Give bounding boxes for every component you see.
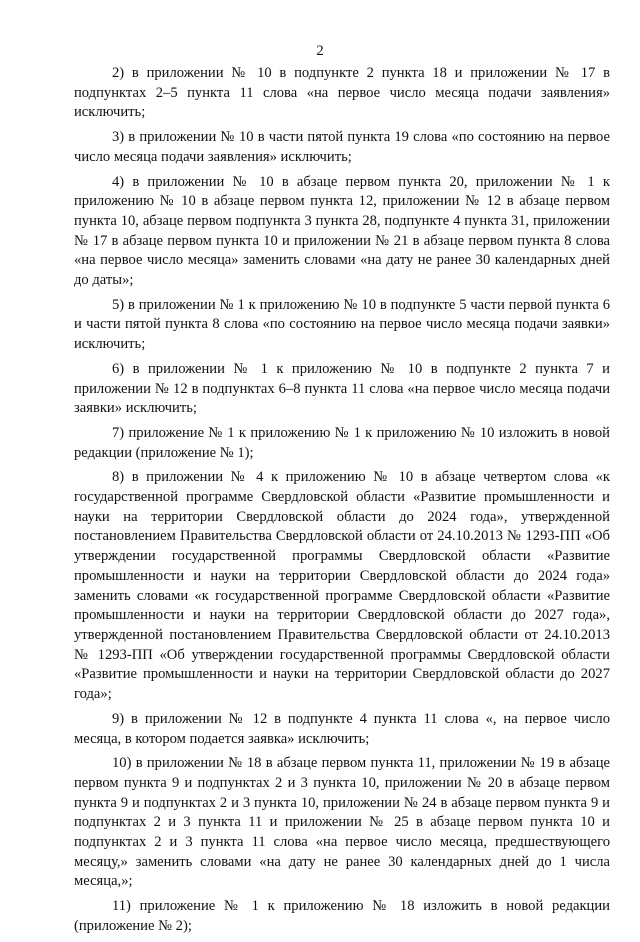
paragraph-item-4: 4) в приложении № 10 в абзаце первом пункта 20, приложении № 1 к приложению № 10 в абзаце первом пункта 12, приложении № 12 в абзаце первом пункта 10, абзаце первом подпункта 3 пункта 28, подпункте 4 пункта 31, приложении № 17 в абзаце первом пункта 10 и приложении № 21 в абзаце первом пункта 8 слова «на первое число месяца» заменить словами «на дату не ранее 30 календарных дней до даты»; [74, 173, 610, 289]
paragraph-item-11: 11) приложение № 1 к приложению № 18 изложить в новой редакции (приложение № 2); [74, 898, 610, 934]
paragraph-item-9: 9) в приложении № 12 в подпункте 4 пункта 11 слова «, на первое число месяца, в котором подается заявка» исключить; [74, 710, 610, 747]
paragraph-item-3: 3) в приложении № 10 в части пятой пункта 19 слова «по состоянию на первое число месяца подачи заявления» исключить; [74, 129, 610, 165]
document-body [74, 64, 610, 942]
paragraph-item-5: 5) в приложении № 1 к приложению № 10 в подпункте 5 части первой пункта 6 и части пятой пункта 8 слова «по состоянию на первое число месяца подачи заявки» исключить; [74, 296, 610, 353]
paragraph-item-6: 6) в приложении № 1 к приложению № 10 в подпункте 2 пункта 7 и приложении № 12 в подпунктах 6–8 пункта 11 слова «на первое число месяца подачи заявки» исключить; [74, 360, 610, 417]
paragraph-item-7: 7) приложение № 1 к приложению № 1 к приложению № 10 изложить в новой редакции (приложение № 1); [74, 424, 610, 461]
paragraph-item-2: 2) в приложении № 10 в подпункте 2 пункта 18 и приложении № 17 в подпунктах 2–5 пункта 11 слова «на первое число месяца подачи заявления» исключить; [74, 65, 610, 121]
page-number: 2 [316, 43, 324, 59]
paragraph-item-10: 10) в приложении № 18 в абзаце первом пункта 11, приложении № 19 в абзаце первом пункта 9 и подпунктах 2 и 3 пункта 10, приложении № 20 в абзаце первом пункта 9 и подпунктах 2 и 3 пункта 10, приложении № 24 в абзаце первом пункта 9 и подпунктах 2 и 3 пункта 11 и приложении № 25 в абзаце первом пункта 10 и подпунктах 2 и 3 пункта 11 слова «на первое число месяца, предшествующего месяцу,» заменить словами «на дату не ранее 30 календарных дней до 1 числа месяца,»; [74, 755, 610, 890]
paragraph-item-8: 8) в приложении № 4 к приложению № 10 в абзаце четвертом слова «к государственной программе Свердловской области «Развитие промышленности и науки на территории Свердловской области до 2024 года», утвержденной постановлением Правительства Свердловской области от 24.10.2013 № 1293-ПП «Об утверждении государственной программы Свердловской области «Развитие промышленности и науки на территории Свердловской области до 2024 года» заменить словами «к государственной программе Свердловской области «Развитие промышленности и науки на территории Свердловской области до 2027 года», утвержденной постановлением Правительства Свердловской области от 24.10.2013 № 1293-ПП «Об утверждении государственной программы Свердловской области «Развитие промышленности и науки на территории Свердловской области до 2027 года»; [74, 469, 610, 703]
